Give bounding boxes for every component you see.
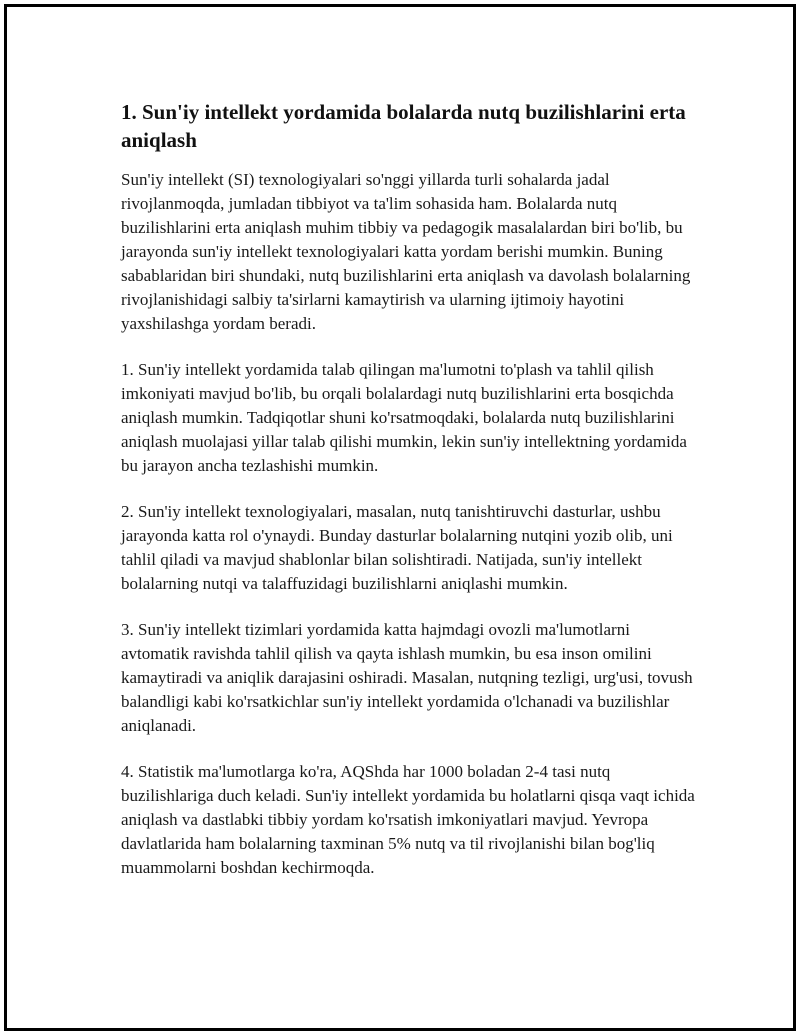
document-title: 1. Sun'iy intellekt yordamida bolalarda nutq buzilishlarini erta aniqlash — [121, 100, 686, 152]
paragraph-point-3: 3. Sun'iy intellekt tizimlari yordamida katta hajmdagi ovozli ma'lumotlarni avtomatik ravishda tahlil qilish va qayta ishlash mumkin, bu esa inson omilini kamaytiradi va aniqlik darajasini oshiradi. Masalan, nutqning tezligi, urg'usi, tovush balandligi kabi ko'rsatkichlar sun'iy intellekt yordamida o'lchanadi va buzilishlar aniqlanadi. — [121, 620, 693, 735]
document-page — [4, 4, 796, 1031]
paragraph-point-4: 4. Statistik ma'lumotlarga ko'ra, AQShda har 1000 boladan 2-4 tasi nutq buzilishlariga duch keladi. Sun'iy intellekt yordamida bu holatlarni qisqa vaqt ichida aniqlash va dastlabki tibbiy yordam ko'rsatish imkoniyatlari mavjud. Yevropa davlatlarida ham bolalarning taxminan 5% nutq va til rivojlanishi bilan bog'liq muammolarni boshdan kechirmoqda. — [121, 762, 695, 877]
intro-paragraph: Sun'iy intellekt (SI) texnologiyalari so'nggi yillarda turli sohalarda jadal rivojlanmoqda, jumladan tibbiyot va ta'lim sohasida ham. Bolalarda nutq buzilishlarini erta aniqlash muhim tibbiy va pedagogik masalalardan biri bo'lib, bu jarayonda sun'iy intellekt texnologiyalari katta yordam berishi mumkin. Buning sabablaridan biri shundaki, nutq buzilishlarini erta aniqlash va davolash bolalarning rivojlanishidagi salbiy ta'sirlarni kamaytirish va ularning ijtimoiy hayotini yaxshilashga yordam beradi. — [121, 170, 691, 333]
document-content — [121, 98, 701, 902]
paragraph-point-2: 2. Sun'iy intellekt texnologiyalari, masalan, nutq tanishtiruvchi dasturlar, ushbu jarayonda katta rol o'ynaydi. Bunday dasturlar bolalarning nutqini yozib olib, uni tahlil qiladi va mavjud shablonlar bilan solishtiradi. Natijada, sun'iy intellekt bolalarning nutqi va talaffuzidagi buzilishlarni aniqlashi mumkin. — [121, 502, 673, 593]
paragraph-point-1: 1. Sun'iy intellekt yordamida talab qilingan ma'lumotni to'plash va tahlil qilish imkoniyati mavjud bo'lib, bu orqali bolalardagi nutq buzilishlarini erta bosqichda aniqlash mumkin. Tadqiqotlar shuni ko'rsatmoqdaki, bolalarda nutq buzilishlarini aniqlash muolajasi yillar talab qilishi mumkin, lekin sun'iy intellektning yordamida bu jarayon ancha tezlashishi mumkin. — [121, 360, 687, 475]
